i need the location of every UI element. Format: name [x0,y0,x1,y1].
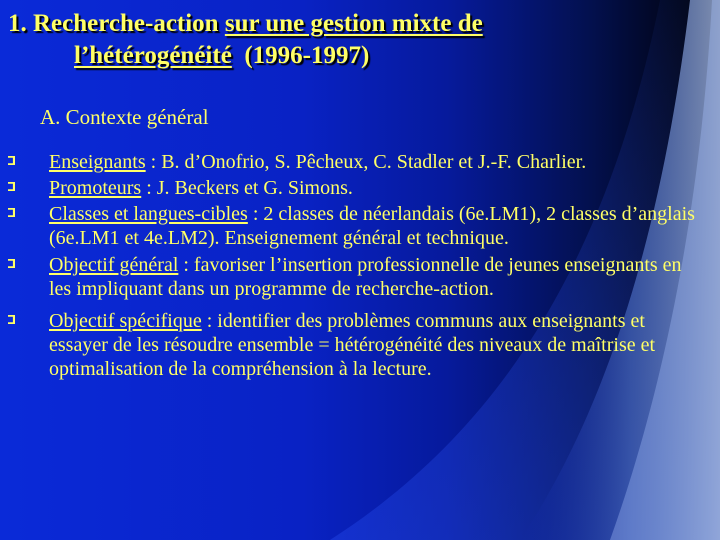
title-underlined-part-2: l’hétérogénéité [74,42,232,69]
title-prefix: 1. Recherche-action [8,10,225,37]
bullet-label: Promoteurs [49,177,142,199]
bullet-item-objectif-specifique [8,309,708,381]
square-bullet-icon [8,259,15,268]
bullet-label: Enseignants [49,151,146,173]
bullet-text: : J. Beckers et G. Simons. [141,177,353,199]
bullet-item-enseignants [8,150,708,174]
bullet-list [8,150,708,383]
bullet-item-classes [8,202,708,250]
square-bullet-icon [8,315,15,324]
title-suffix: (1996-1997) [231,42,370,69]
square-bullet-icon [8,182,15,191]
bullet-label: Classes et langues-cibles [49,203,248,225]
section-heading: A. Contexte général [40,105,209,129]
bullet-text: : identifier des problèmes communs aux enseignants et essayer de les résoudre ensemble = hétérogénéité des niveaux de maîtrise et optimalisation de la compréhension à la lecture. [49,310,656,380]
square-bullet-icon [8,208,15,217]
bullet-text: : B. d’Onofrio, S. Pêcheux, C. Stadler et J.-F. Charlier. [145,151,587,173]
bullet-label: Objectif spécifique [49,310,202,332]
bullet-item-objectif-general [8,253,708,301]
square-bullet-icon [8,156,15,165]
bullet-item-promoteurs [8,176,708,200]
slide-title [8,8,708,72]
bullet-text: : favoriser l’insertion professionnelle de jeunes enseignants en les impliquant dans un programme de recherche-action. [49,254,682,300]
bullet-text: : 2 classes de néerlandais (6e.LM1), 2 classes d’anglais (6e.LM1 et 4e.LM2). Enseignement général et technique. [49,203,695,249]
title-underlined-part-1: sur une gestion mixte de [224,10,483,37]
bullet-label: Objectif général [49,254,179,276]
